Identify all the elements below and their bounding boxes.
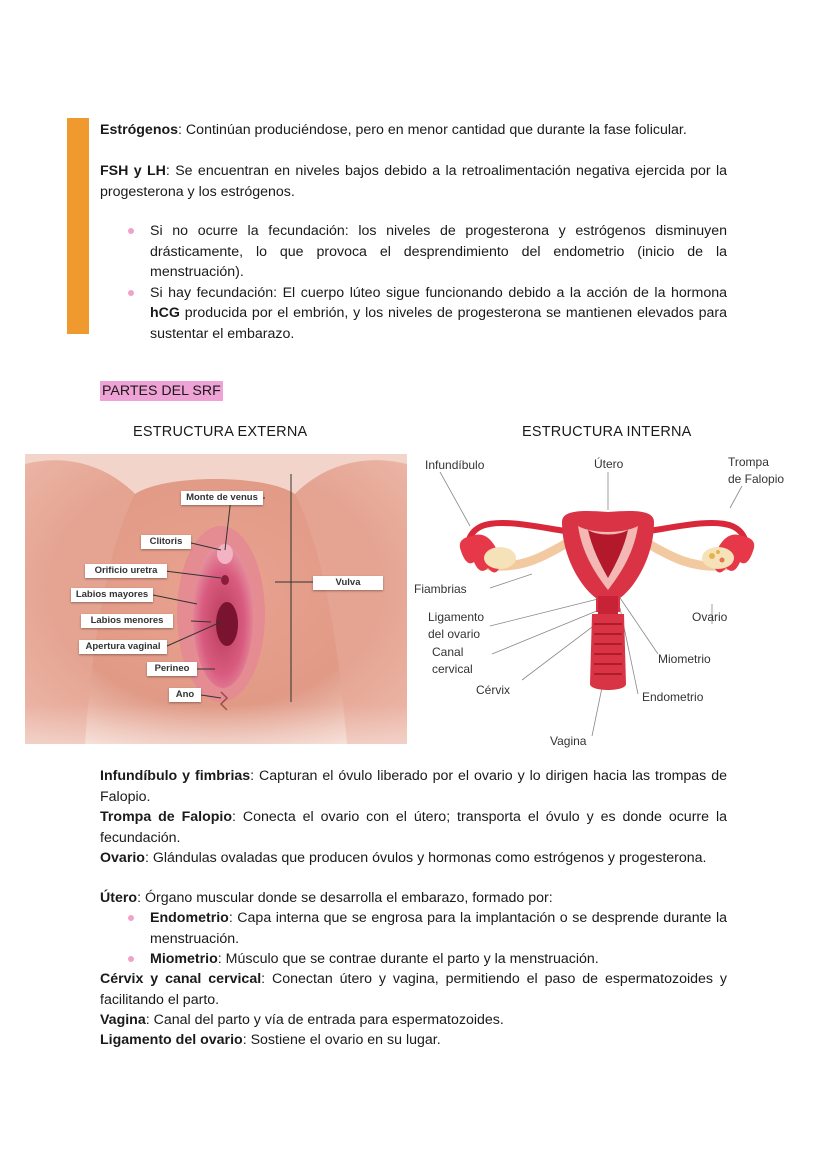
def-cervix: Cérvix y canal cervical: Conectan útero y vagina, permitiendo el paso de espermatozoides y facilitando el parto. — [100, 971, 727, 1008]
list-item: Si no ocurre la fecundación: los niveles de progesterona y estrógenos disminuyen drásticamente, lo que provoca el desprendimiento del endometrio (inicio de la menstruación). — [126, 221, 727, 283]
label-infundibulo: Infundíbulo — [425, 458, 485, 472]
label-trompa-line1: Trompa — [728, 455, 769, 469]
estrogenos-paragraph — [100, 120, 727, 141]
label-monte-de-venus: Monte de venus — [181, 491, 263, 505]
estrogenos-label: Estrógenos — [100, 122, 179, 138]
fsh-lh-text: : Se encuentran en niveles bajos debido a la retroalimentación negativa ejercida por la progesterona y los estrógenos. — [100, 163, 728, 200]
label-miometrio: Miometrio — [658, 652, 711, 666]
fsh-lh-paragraph — [100, 161, 727, 202]
external-heading: ESTRUCTURA EXTERNA — [133, 424, 308, 440]
label-ovario: Ovario — [692, 610, 728, 624]
label-vagina: Vagina — [550, 734, 587, 748]
label-ano: Ano — [169, 688, 201, 702]
label-utero: Útero — [594, 457, 624, 471]
label-ligamento-line1: Ligamento — [428, 610, 485, 624]
fsh-lh-label: FSH y LH — [100, 163, 166, 179]
label-fimbrias: Fiambrias — [414, 582, 467, 596]
internal-anatomy-figure — [412, 448, 812, 758]
label-ligamento-line2: del ovario — [428, 627, 481, 641]
label-canal-line1: Canal — [432, 645, 464, 659]
label-canal-line2: cervical — [432, 662, 473, 676]
label-vulva: Vulva — [313, 576, 383, 590]
hcg-label: hCG — [150, 305, 180, 321]
def-vagina: Vagina: Canal del parto y vía de entrada para espermatozoides. — [100, 1012, 504, 1028]
uterus-illustration — [412, 448, 812, 758]
list-item: Si hay fecundación: El cuerpo lúteo sigue funcionando debido a la acción de la hormona hCG producida por el embrión, y los niveles de progesterona se mantienen elevados para sustentar el embarazo. — [126, 283, 727, 345]
label-cervix: Cérvix — [476, 683, 511, 697]
def-ovario: Ovario: Glándulas ovaladas que producen óvulos y hormonas como estrógenos y progesterona. — [100, 850, 707, 866]
def-utero: Útero: Órgano muscular donde se desarrolla el embarazo, formado por: — [100, 890, 553, 906]
label-endometrio: Endometrio — [642, 690, 704, 704]
list-item: Endometrio: Capa interna que se engrosa para la implantación o se desprende durante la menstruación. — [126, 908, 727, 949]
label-labios-menores: Labios menores — [81, 614, 173, 628]
accent-bar — [67, 118, 89, 334]
def-trompa: Trompa de Falopio: Conecta el ovario con el útero; transporta el óvulo y es donde ocurre la fecundación. — [100, 809, 727, 846]
fecundation-list — [126, 221, 727, 344]
label-perineo: Perineo — [147, 662, 197, 676]
external-anatomy-figure — [25, 454, 407, 744]
def-ligamento: Ligamento del ovario: Sostiene el ovario en su lugar. — [100, 1032, 441, 1048]
utero-layers-list — [126, 908, 727, 970]
label-orificio-uretra: Orificio uretra — [85, 564, 167, 578]
section-title: PARTES DEL SRF — [102, 383, 221, 399]
estrogenos-text: : Continúan produciéndose, pero en menor cantidad que durante la fase folicular. — [178, 122, 687, 138]
list-item: Miometrio: Músculo que se contrae durante el parto y la menstruación. — [126, 949, 727, 970]
label-apertura-vaginal: Apertura vaginal — [79, 640, 167, 654]
label-clitoris: Clitoris — [141, 535, 191, 549]
internal-heading: ESTRUCTURA INTERNA — [522, 424, 692, 440]
label-labios-mayores: Labios mayores — [71, 588, 153, 602]
label-trompa-line2: de Falopio — [728, 472, 785, 486]
def-infundibulo: Infundíbulo y fimbrias: Capturan el óvulo liberado por el ovario y lo dirigen hacia las trompas de Falopio. — [100, 768, 727, 805]
